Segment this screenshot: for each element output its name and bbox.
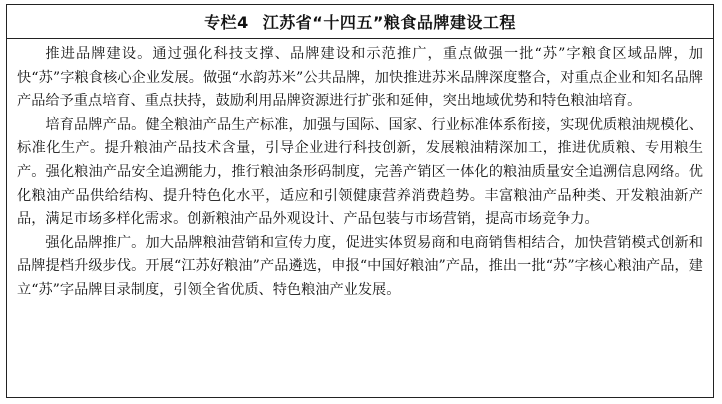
column-body	[7, 39, 713, 303]
paragraph-brand-promotion: 强化品牌推广。加大品牌粮油营销和宣传力度，促进实体贸易商和电商销售相结合，加快营销模式创新和品牌提档升级步伐。开展“江苏好粮油”产品遴选，申报“中国好粮油”产品，推出一批“苏”字核心粮油产品，建立“苏”字品牌目录制度，引领全省优质、特色粮油产业发展。	[17, 234, 703, 298]
paragraph-brand-building: 推进品牌建设。通过强化科技支撑、品牌建设和示范推广，重点做强一批“苏”字粮食区域品牌，加快“苏”字粮食核心企业发展。做强“水韵苏米”公共品牌，加快推进苏米品牌深度整合，对重点企业和知名品牌产品给予重点培育、重点扶持，鼓励利用品牌资源进行扩张和延伸，突出地域优势和特色粮油培育。	[17, 46, 703, 110]
column-title-bar	[7, 5, 713, 39]
paragraph-brand-products: 培育品牌产品。健全粮油产品生产标准，加强与国际、国家、行业标准体系衔接，实现优质粮油规模化、标准化生产。提升粮油产品技术含量，引导企业进行科技创新，发展粮油精深加工，推进优质粮、专用粮生产。强化粮油产品安全追溯能力，推行粮油条形码制度，完善产销区一体化的粮油质量安全追溯信息网络。优化粮油产品供给结构、提升特色化水平，适应和引领健康营养消费趋势。丰富粮油产品种类、开发粮油新产品，满足市场多样化需求。创新粮油产品外观设计、产品包装与市场营销，提高市场竞争力。	[17, 116, 703, 228]
column-label: 专栏4	[204, 13, 249, 32]
column-title: 江苏省“十四五”粮食品牌建设工程	[262, 13, 516, 32]
column-box	[6, 4, 714, 398]
